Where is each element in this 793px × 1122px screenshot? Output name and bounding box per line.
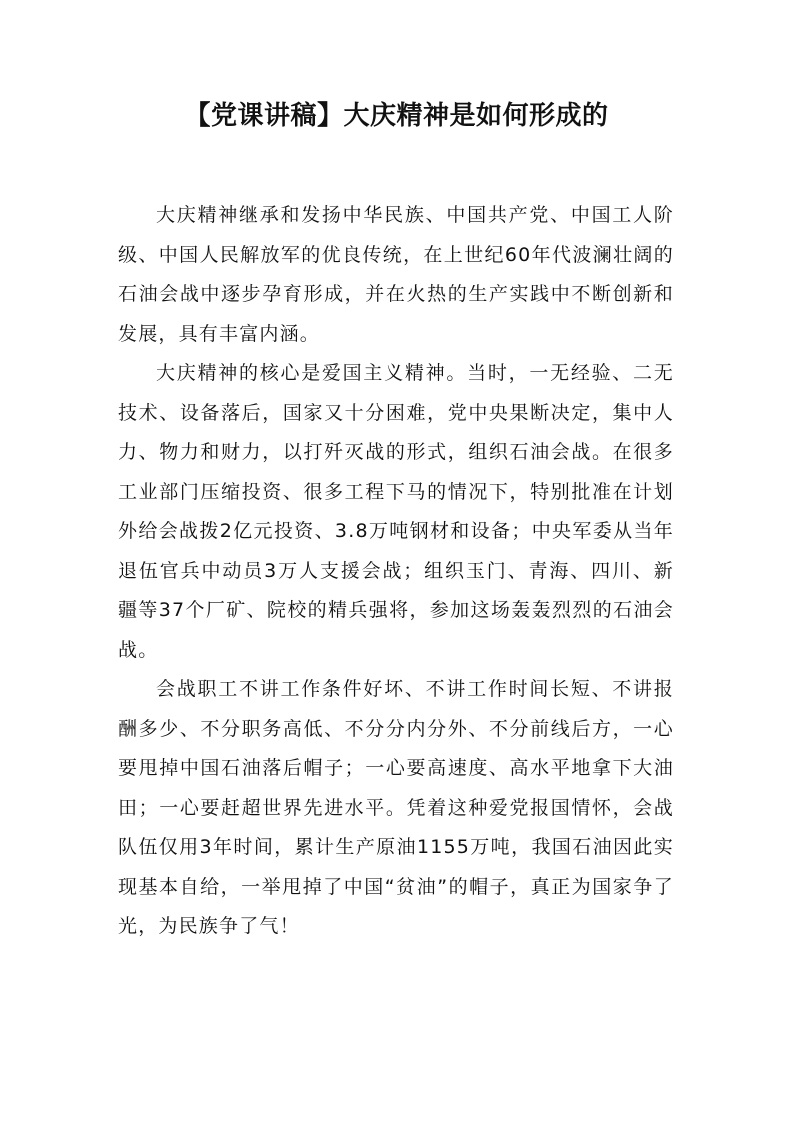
document-title: 【党课讲稿】大庆精神是如何形成的 xyxy=(184,101,609,131)
document-body xyxy=(118,196,674,947)
paragraph-2: 大庆精神的核心是爱国主义精神。当时，一无经验、二无技术、设备落后，国家又十分困难，党中央果断决定，集中人力、物力和财力，以打歼灭战的形式，组织石油会战。在很多工业部门压缩投资、很多工程下马的情况下，特别批准在计划外给会战拨2亿元投资、3.8万吨钢材和设备；中央军委从当年退伍官兵中动员3万人支援会战；组织玉门、青海、四川、新疆等37个厂矿、院校的精兵强将，参加这场轰轰烈烈的石油会战。 xyxy=(118,362,674,661)
paragraph-1: 大庆精神继承和发扬中华民族、中国共产党、中国工人阶级、中国人民解放军的优良传统，在上世纪60年代波澜壮阔的石油会战中逐步孕育形成，并在火热的生产实践中不断创新和发展，具有丰富内涵。 xyxy=(118,204,674,345)
paragraph-3: 会战职工不讲工作条件好坏、不讲工作时间长短、不讲报酬多少、不分职务高低、不分分内分外、不分前线后方，一心要甩掉中国石油落后帽子；一心要高速度、高水平地拿下大油田；一心要赶超世界先进水平。凭着这种爱党报国情怀，会战队伍仅用3年时间，累计生产原油1155万吨，我国石油因此实现基本自给，一举甩掉了中国“贫油”的帽子，真正为国家争了光，为民族争了气！ xyxy=(118,678,674,937)
